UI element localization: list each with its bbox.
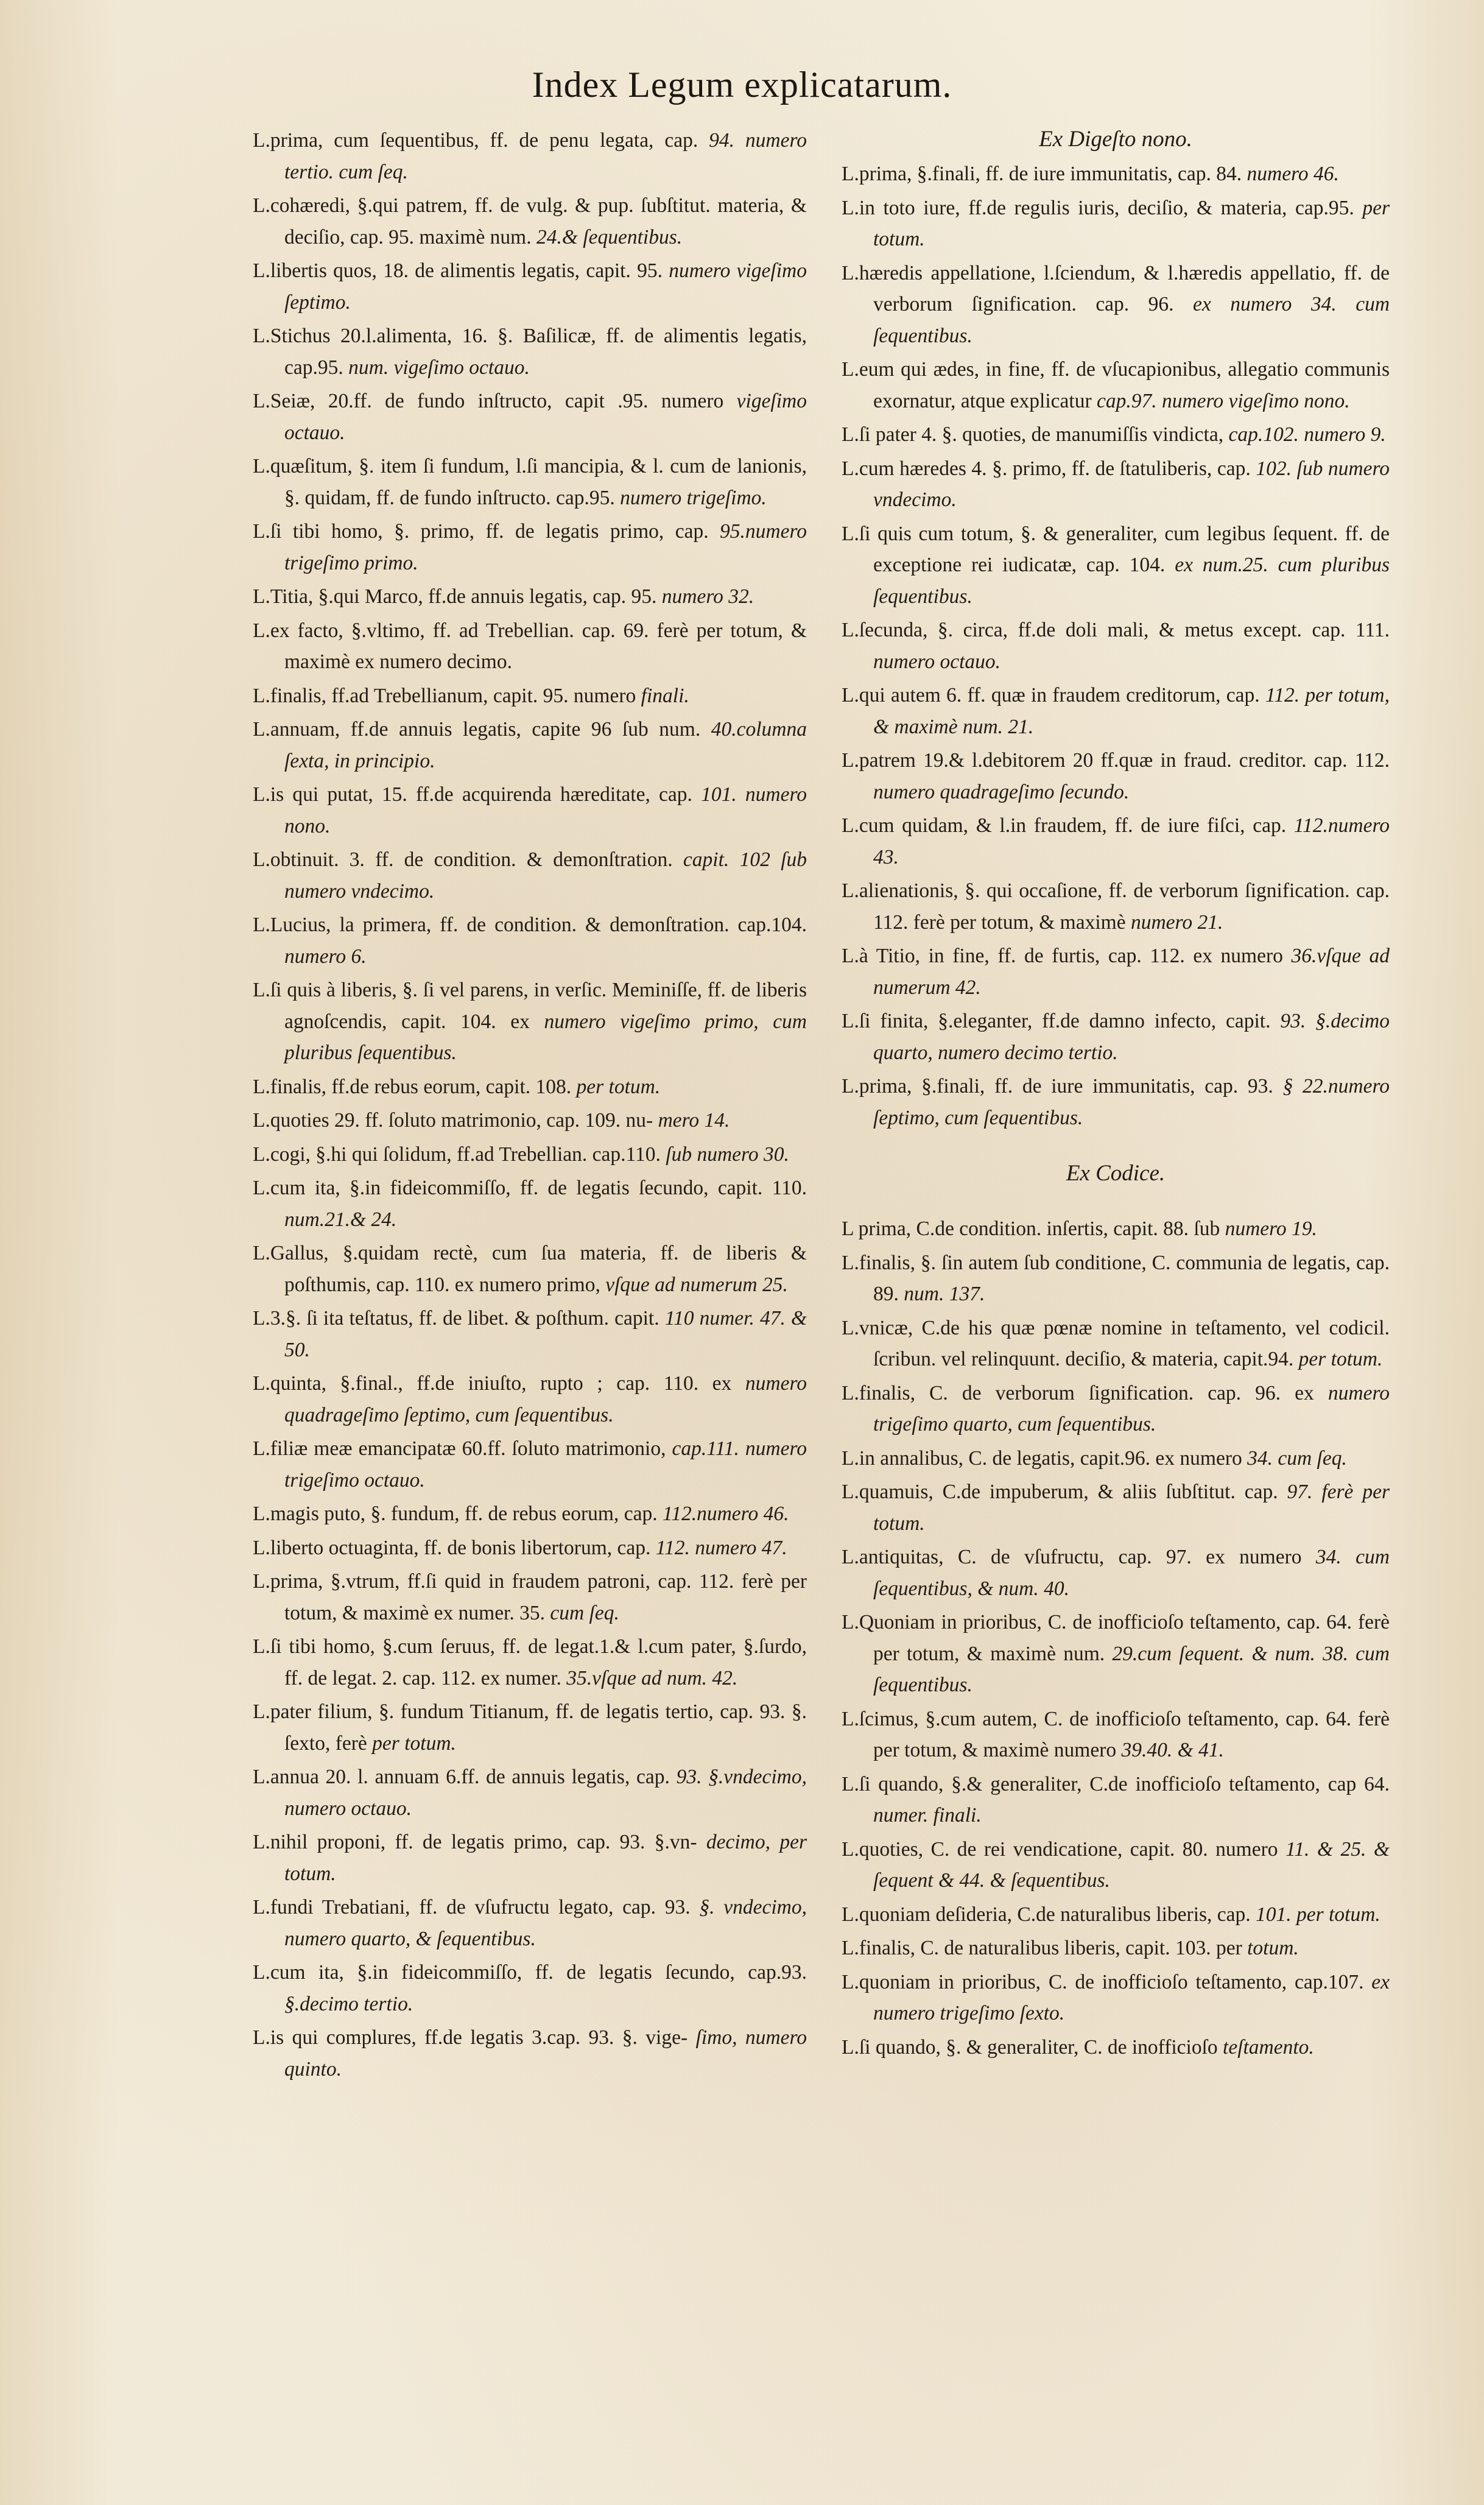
index-entry [842, 1247, 1390, 1310]
index-entry [253, 714, 807, 777]
entry-text: L.alienationis, §. qui occaſione, ff. de verborum ſignification. cap. 112. ferè per totum, & maximè [842, 879, 1390, 934]
index-entry [842, 1071, 1390, 1133]
entry-text: L.is qui complures, ff.de legatis 3.cap. 93. §. vige- [253, 2026, 688, 2049]
entry-text: L.ex facto, §.vltimo, ff. ad Trebellian. cap. 69. ferè per totum, & maximè ex numero decimo. [253, 619, 807, 673]
index-entry [842, 1476, 1390, 1539]
digest-entries [842, 158, 1390, 1133]
entry-text: L.eum qui ædes, in fine, ff. de vſucapionibus, allegatio communis exornatur, atque explicatur [842, 358, 1390, 412]
index-entry [253, 1105, 807, 1136]
index-entry [842, 745, 1390, 808]
entry-reference: per totum. [873, 196, 1390, 250]
index-entry [842, 1769, 1390, 1831]
entry-reference: numer. finali. [873, 1804, 982, 1827]
entry-text: L.obtinuit. 3. ff. de condition. & demonſtration. [253, 848, 673, 871]
index-entry [253, 2022, 807, 2085]
index-entry [253, 1172, 807, 1235]
entry-reference: capit. 102 ſub numero vndecimo. [284, 848, 807, 903]
entry-reference: 34. cum ſeq. [1247, 1446, 1347, 1470]
entry-reference: numero octauo. [873, 650, 1001, 673]
index-entry [842, 518, 1390, 613]
entry-reference: numero vigeſimo primo, cum pluribus ſequentibus. [284, 1010, 807, 1064]
codex-entries [842, 1213, 1390, 2063]
entry-reference: num.21.& 24. [284, 1208, 397, 1231]
entry-reference: numero quadrageſimo ſecundo. [873, 780, 1130, 803]
left-column [253, 125, 807, 2087]
entry-text: L.pater filium, §. fundum Titianum, ff. de legatis tertio, cap. 93. §. ſexto, ferè [253, 1700, 807, 1755]
entry-text: L.magis puto, §. fundum, ff. de rebus eorum, cap. [253, 1503, 658, 1525]
index-entry [842, 1899, 1390, 1931]
entry-text: L.ſi tibi homo, §. primo, ff. de legatis primo, cap. [253, 520, 709, 543]
entry-reference: vſque ad numerum 25. [605, 1273, 788, 1296]
index-entry [842, 810, 1390, 873]
entry-text: L.patrem 19.& l.debitorem 20 ff.quæ in fraud. creditor. cap. 112. [842, 749, 1390, 772]
index-entry [253, 1238, 807, 1300]
index-entry [842, 2032, 1390, 2063]
entry-text: L.annuam, ff.de annuis legatis, capite 96 ſub num. [253, 718, 701, 741]
entry-text: L.is qui putat, 15. ff.de acquirenda hæreditate, cap. [253, 783, 692, 806]
entry-text: L.cum hæredes 4. §. primo, ff. de ſtatuliberis, cap. [842, 457, 1251, 480]
index-entry [253, 615, 807, 678]
entry-text: L.in toto iure, ff.de regulis iuris, deciſio, & materia, cap.95. [842, 196, 1354, 219]
entry-reference: 110 numer. 47. & 50. [284, 1307, 807, 1361]
index-entry [253, 1498, 807, 1530]
index-entry [253, 516, 807, 579]
index-entry [253, 1566, 807, 1629]
entry-reference: 95.numero trigeſimo primo. [284, 520, 807, 574]
entry-reference: cap.102. numero 9. [1228, 423, 1386, 446]
entry-text: L.ſi quando, §.& generaliter, C.de inofficioſo teſtamento, cap 64. [842, 1772, 1390, 1795]
entry-reference: decimo, per totum. [284, 1831, 807, 1885]
index-entry [842, 354, 1390, 417]
entry-text: L.finalis, C. de verborum ſignification. cap. 96. ex [842, 1381, 1314, 1404]
index-entry [842, 875, 1390, 938]
entry-text: L.ſi finita, §.eleganter, ff.de damno infecto, capit. [842, 1010, 1271, 1032]
index-entry [842, 1967, 1390, 2029]
entry-text: L.ſi quis cum totum, §. & generaliter, cum legibus ſequent. ff. de exceptione rei iudicatæ, cap. 104. [842, 522, 1390, 576]
index-entry [253, 1433, 807, 1496]
entry-reference: per totum. [372, 1732, 456, 1755]
index-entry [842, 1006, 1390, 1068]
entry-reference: vigeſimo octauo. [284, 390, 807, 444]
entry-text: L.antiquitas, C. de vſufructu, cap. 97. ex numero [842, 1546, 1302, 1568]
entry-reference: 112.numero 46. [662, 1503, 789, 1525]
index-entry [253, 1631, 807, 1694]
entry-text: L.hæredis appellatione, l.ſciendum, & l.hæredis appellatio, ff. de verborum ſignification. cap. 96. [842, 261, 1390, 315]
entry-reference: ſub numero 30. [666, 1143, 789, 1166]
index-entry [253, 190, 807, 253]
entry-reference: 34. cum ſequentibus, & num. 40. [873, 1546, 1390, 1600]
index-entry [842, 453, 1390, 516]
entry-text: L.quoniam deſideria, C.de naturalibus liberis, cap. [842, 1903, 1251, 1926]
entry-text: L.qui autem 6. ff. quæ in fraudem creditorum, cap. [842, 684, 1260, 706]
index-entry [842, 680, 1390, 742]
entry-text: L.ſi tibi homo, §.cum ſeruus, ff. de legat.1.& l.cum pater, §.ſurdo, ff. de legat. 2. cap. 112. ex numer. [253, 1635, 807, 1689]
entry-text: L.Lucius, la primera, ff. de condition. & demonſtration. cap.104. [253, 914, 807, 936]
entry-text: L prima, C.de condition. inſertis, capit. 88. ſub [842, 1217, 1220, 1240]
entry-reference: numero trigeſimo. [620, 486, 767, 509]
entry-text: L.quinta, §.final., ff.de iniuſto, rupto ; cap. 110. ex [253, 1372, 732, 1395]
index-entry [253, 125, 807, 188]
entry-reference: numero 21. [1130, 911, 1223, 934]
entry-text: L.ſi pater 4. §. quoties, de manumiſſis vindicta, [842, 423, 1224, 446]
entry-text: L.finalis, ff.de rebus eorum, capit. 108. [253, 1075, 572, 1098]
index-entry [842, 1378, 1390, 1440]
index-entry [842, 1541, 1390, 1604]
entry-reference: §.decimo tertio. [284, 1992, 413, 2015]
entry-reference: 11. & 25. & ſequent & 44. & ſequentibus. [873, 1837, 1390, 1892]
index-entry [253, 844, 807, 907]
index-entry [253, 779, 807, 842]
index-entry [253, 1957, 807, 2020]
index-entry [842, 1932, 1390, 1964]
entry-reference: num. 137. [904, 1283, 985, 1305]
entry-text: L.ſcimus, §.cum autem, C. de inofficioſo teſtamento, cap. 64. ferè per totum, & maximè numero [842, 1707, 1390, 1761]
entry-reference: numero quadrageſimo ſeptimo, cum ſequentibus. [284, 1372, 807, 1426]
entry-text: L.cogi, §.hi qui ſolidum, ff.ad Trebellian. cap.110. [253, 1143, 661, 1166]
entry-text: L.liberto octuaginta, ff. de bonis libertorum, cap. [253, 1536, 651, 1559]
entry-text: L.quamuis, C.de impuberum, & aliis ſubſtitut. cap. [842, 1481, 1278, 1503]
entry-reference: numero 19. [1225, 1217, 1317, 1240]
index-entry [842, 1213, 1390, 1245]
index-entry [842, 1312, 1390, 1375]
entry-reference: ex num.25. cum pluribus ſequentibus. [873, 554, 1390, 608]
entry-text: L.cum ita, §.in fideicommiſſo, ff. de legatis ſecundo, cap.93. [253, 1961, 807, 1984]
entry-text: L.Gallus, §.quidam rectè, cum ſua materia, ff. de liberis & poſthumis, cap. 110. ex numero primo, [253, 1242, 807, 1296]
index-entry [842, 258, 1390, 352]
entry-text: L.cohæredi, §.qui patrem, ff. de vulg. & pup. ſubſtitut. materia, & deciſio, cap. 95. maximè num. [253, 194, 807, 248]
entry-reference: mero 14. [658, 1109, 730, 1132]
entry-text: L.filiæ meæ emancipatæ 60.ff. ſoluto matrimonio, [253, 1437, 666, 1460]
entry-text: L.cum ita, §.in fideicommiſſo, ff. de legatis ſecundo, capit. 110. [253, 1177, 807, 1199]
index-entry [842, 615, 1390, 677]
entry-reference: 102. ſub numero vndecimo. [873, 457, 1390, 511]
index-entry [253, 581, 807, 613]
index-entry [842, 1443, 1390, 1474]
index-entry [842, 419, 1390, 451]
entry-text: L.annua 20. l. annuam 6.ff. de annuis legatis, cap. [253, 1766, 670, 1788]
entry-reference: ex numero trigeſimo ſexto. [873, 1970, 1390, 2024]
entry-reference: cap.97. numero vigeſimo nono. [1097, 389, 1350, 412]
entry-reference: cap.111. numero trigeſimo octauo. [284, 1437, 807, 1492]
entry-text: L.prima, cum ſequentibus, ff. de penu legata, cap. [253, 129, 698, 152]
index-entry [842, 158, 1390, 190]
entry-reference: 97. ferè per totum. [873, 1481, 1390, 1535]
right-column [842, 125, 1390, 2065]
entry-reference: 112. numero 47. [655, 1536, 787, 1559]
entry-text: L.libertis quos, 18. de alimentis legatis, capit. 95. [253, 259, 663, 282]
entry-reference: per totum. [576, 1075, 661, 1098]
entry-reference: cum ſeq. [550, 1601, 619, 1624]
page-title: Index Legum explicatarum. [532, 65, 952, 105]
entry-text: L.à Titio, in fine, ff. de furtis, cap. 112. ex numero [842, 945, 1283, 967]
index-entry [253, 320, 807, 383]
index-entry [253, 1696, 807, 1759]
index-entry [253, 909, 807, 972]
entry-reference: 24.& ſequentibus. [536, 225, 683, 248]
entry-reference: numero trigeſimo quarto, cum ſequentibus. [873, 1381, 1390, 1436]
entry-reference: per totum. [1298, 1348, 1383, 1370]
entry-text: L.finalis, ff.ad Trebellianum, capit. 95. numero [253, 684, 636, 707]
entry-text: L.ſi quando, §. & generaliter, C. de inofficioſo [842, 2035, 1218, 2059]
entry-reference: numero vigeſimo ſeptimo. [284, 259, 807, 314]
entry-text: L.Stichus 20.l.alimenta, 16. §. Baſilicæ, ff. de alimentis legatis, cap.95. [253, 325, 807, 379]
entry-reference: 36.vſque ad numerum 42. [873, 945, 1390, 999]
entry-reference: 101. per totum. [1256, 1903, 1380, 1926]
entry-text: L.prima, §.finali, ff. de iure immunitatis, cap. 84. [842, 163, 1242, 185]
entry-text: L.quoties, C. de rei vendicatione, capit. 80. numero [842, 1837, 1278, 1861]
index-entry [842, 1703, 1390, 1766]
entry-reference: 112.numero 43. [873, 814, 1390, 868]
section-heading-codex: Ex Codice. [1066, 1161, 1166, 1186]
entry-text: L.ſecunda, §. circa, ff.de doli mali, & metus except. cap. 111. [842, 619, 1390, 641]
entry-text: L.finalis, §. ſin autem ſub conditione, C. communia de legatis, cap. 89. [842, 1251, 1390, 1305]
index-entry [253, 1303, 807, 1365]
index-entry [253, 1139, 807, 1171]
index-entry [253, 1761, 807, 1824]
entry-text: L.Quoniam in prioribus, C. de inofficioſo teſtamento, cap. 64. ferè per totum, & maximè num. [842, 1611, 1390, 1665]
index-entry [253, 1368, 807, 1431]
entry-text: L.quoniam in prioribus, C. de inofficioſo teſtamento, cap.107. [842, 1970, 1364, 1993]
entry-text: L.in annalibus, C. de legatis, capit.96. ex numero [842, 1446, 1242, 1470]
entry-text: L.nihil proponi, ff. de legatis primo, cap. 93. §.vn- [253, 1831, 697, 1853]
entry-text: L.Seiæ, 20.ff. de fundo inſtructo, capit .95. numero [253, 390, 724, 412]
index-entry [253, 1892, 807, 1954]
entry-text: L.prima, §.finali, ff. de iure immunitatis, cap. 93. [842, 1075, 1273, 1097]
entry-text: L.cum quidam, & l.in fraudem, ff. de iure fiſci, cap. [842, 814, 1287, 837]
entry-text: L.vnicæ, C.de his quæ pœnæ nomine in teſtamento, vel codicil. ſcribun. vel relinquunt. deciſio, & materia, capit.94. [842, 1316, 1390, 1370]
entry-text: L.3.§. ſi ita teſtatus, ff. de libet. & poſthum. capit. [253, 1307, 659, 1330]
entry-reference: 35.vſque ad num. 42. [566, 1666, 738, 1689]
index-entry [253, 1827, 807, 1889]
entry-reference: 94. numero tertio. cum ſeq. [284, 129, 807, 183]
index-entry [253, 1532, 807, 1564]
entry-text: L.prima, §.vtrum, ff.ſi quid in fraudem patroni, cap. 112. ferè per totum, & maximè ex numer. 35. [253, 1570, 807, 1624]
index-entry [253, 386, 807, 448]
entry-text: L.fundi Trebatiani, ff. de vſufructu legato, cap. 93. [253, 1896, 691, 1918]
entry-reference: 93. §.decimo quarto, numero decimo tertio. [873, 1010, 1390, 1064]
entry-reference: totum. [1247, 1937, 1299, 1959]
index-entry [253, 974, 807, 1069]
entry-text: L.quæſitum, §. item ſi fundum, l.ſi mancipia, & l. cum de lanionis, §. quidam, ff. de fundo inſtructo. cap.95. [253, 455, 807, 509]
entry-reference: 101. numero nono. [284, 783, 807, 837]
entry-reference: 93. §.vndecimo, numero octauo. [284, 1766, 807, 1820]
entry-text: L.Titia, §.qui Marco, ff.de annuis legatis, cap. 95. [253, 585, 657, 608]
index-entry [842, 192, 1390, 255]
index-entry [842, 1607, 1390, 1701]
entry-reference: ex numero 34. cum ſequentibus. [873, 293, 1390, 347]
entry-reference: finali. [641, 684, 689, 707]
entry-text: L.quoties 29. ff. ſoluto matrimonio, cap. 109. nu- [253, 1109, 653, 1132]
entry-reference: 29.cum ſequent. & num. 38. cum ſequentibus. [873, 1642, 1390, 1696]
index-entry [253, 451, 807, 513]
entry-reference: numero 6. [284, 945, 367, 968]
index-entry [842, 1834, 1390, 1897]
entry-reference: § 22.numero ſeptimo, cum ſequentibus. [873, 1075, 1390, 1129]
section-heading-digest: Ex Digeſto nono. [1039, 127, 1192, 152]
entry-reference: teſtamento. [1223, 2035, 1314, 2059]
index-entry [253, 255, 807, 318]
entry-reference: numero 32. [661, 585, 754, 608]
entry-reference: §. vndecimo, numero quarto, & ſequentibus. [284, 1896, 807, 1950]
entry-reference: 112. per totum, & maximè num. 21. [873, 684, 1390, 738]
entry-reference: num. vigeſimo octauo. [348, 356, 530, 379]
entry-reference: 40.columna ſexta, in principio. [284, 718, 807, 772]
entry-reference: numero 46. [1247, 163, 1339, 185]
entry-text: L.ſi quis à liberis, §. ſi vel parens, in verſic. Meminiſſe, ff. de liberis agnoſcendis, capit. 104. ex [253, 979, 807, 1033]
index-entry [842, 940, 1390, 1003]
index-entry [253, 1071, 807, 1103]
entry-reference: ſimo, numero quinto. [284, 2026, 807, 2080]
entry-text: L.finalis, C. de naturalibus liberis, capit. 103. per [842, 1937, 1242, 1959]
index-entry [253, 680, 807, 712]
entry-reference: 39.40. & 41. [1121, 1739, 1224, 1761]
